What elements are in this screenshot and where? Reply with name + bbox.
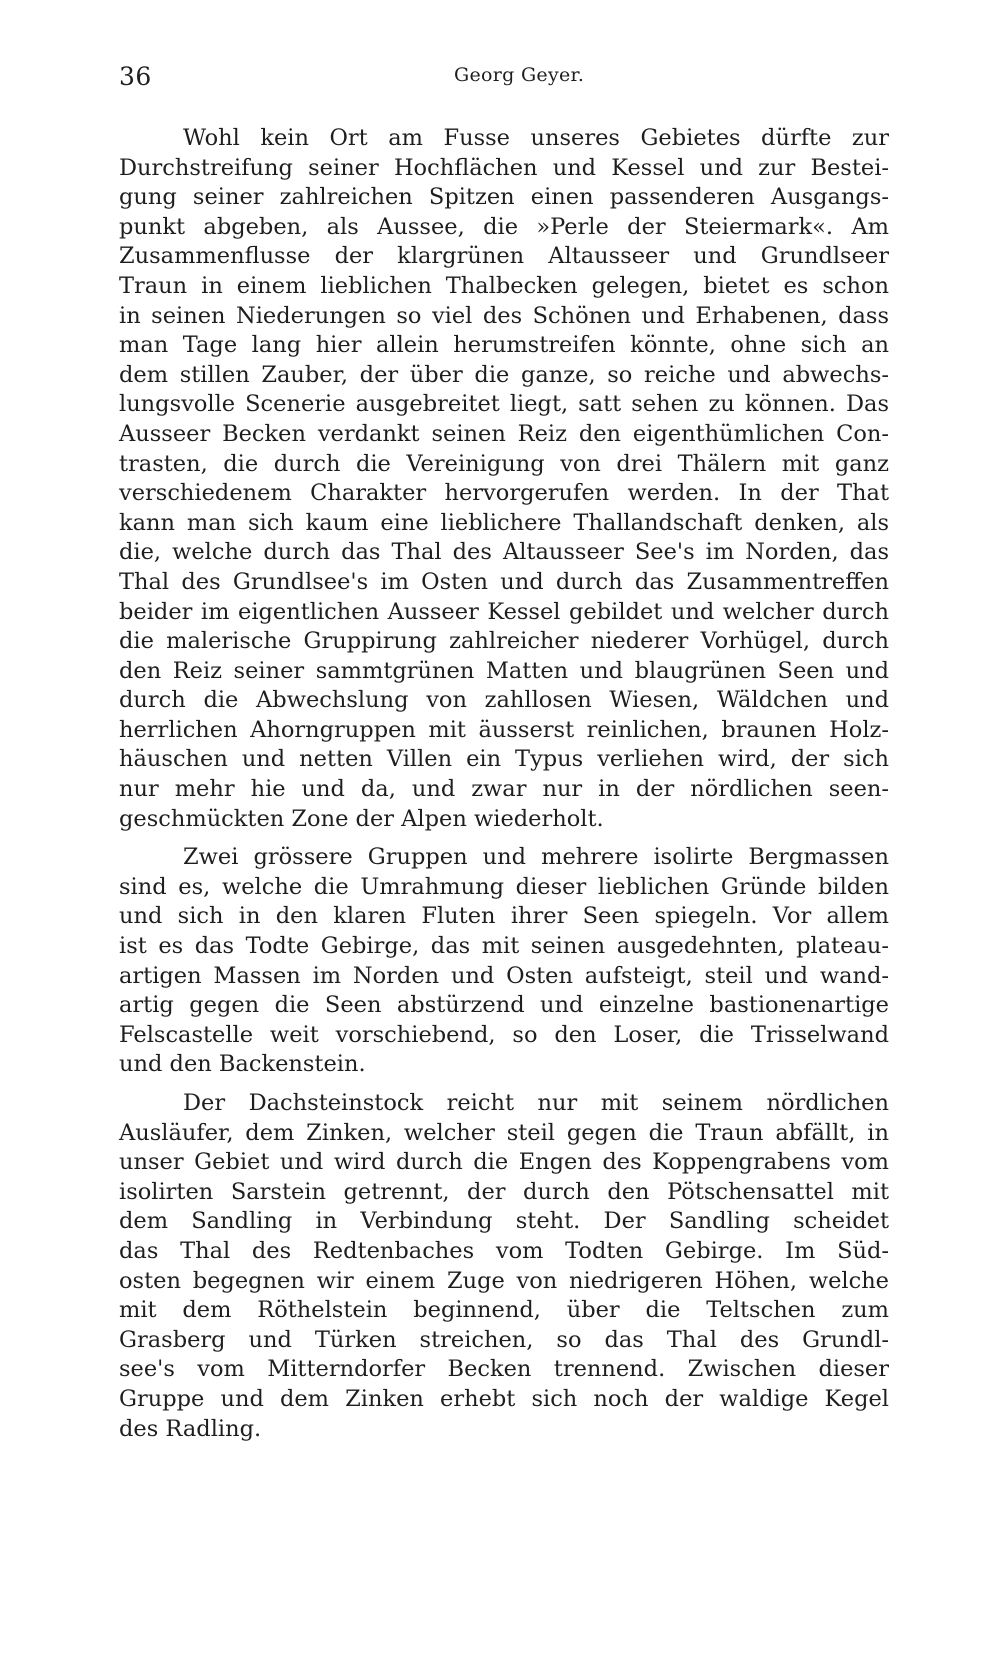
paragraph <box>119 124 889 834</box>
text-line: Thal des Grundlsee's im Osten und durch das Zusammentreffen <box>119 568 889 595</box>
text-line: dem Sandling in Verbindung steht. Der Sandling scheidet <box>119 1208 889 1235</box>
text-line: isolirten Sarstein getrennt, der durch den Pötschensattel mit <box>119 1178 889 1205</box>
text-line: see's vom Mitterndorfer Becken trennend. Zwischen dieser <box>119 1356 889 1383</box>
text-line: Ausseer Becken verdankt seinen Reiz den eigenthümlichen Con- <box>119 420 889 447</box>
text-line: artigen Massen im Norden und Osten aufsteigt, steil und wand- <box>119 962 889 989</box>
text-line: häuschen und netten Villen ein Typus verliehen wird, der sich <box>119 746 889 773</box>
text-line: ist es das Todte Gebirge, das mit seinen ausgedehnten, plateau- <box>119 933 889 960</box>
text-line: geschmückten Zone der Alpen wiederholt. <box>119 805 604 832</box>
text-line: Traun in einem lieblichen Thalbecken gelegen, bietet es schon <box>119 272 889 299</box>
text-line: unser Gebiet und wird durch die Engen des Koppengrabens vom <box>119 1149 889 1176</box>
text-line: Wohl kein Ort am Fusse unseres Gebietes dürfte zur <box>183 125 889 151</box>
text-line: verschiedenem Charakter hervorgerufen werden. In der That <box>119 480 889 507</box>
text-line: die, welche durch das Thal des Altausseer See's im Norden, das <box>119 539 889 566</box>
text-line: und sich in den klaren Fluten ihrer Seen spiegeln. Vor allem <box>119 903 889 930</box>
text-line: Zusammenflusse der klargrünen Altausseer und Grundlseer <box>119 243 889 270</box>
text-line: das Thal des Redtenbaches vom Todten Gebirge. Im Süd- <box>119 1237 889 1264</box>
text-line: lungsvolle Scenerie ausgebreitet liegt, satt sehen zu können. Das <box>119 391 889 418</box>
text-line: man Tage lang hier allein herumstreifen könnte, ohne sich an <box>119 332 889 359</box>
text-line: artig gegen die Seen abstürzend und einzelne bastionenartige <box>119 992 889 1019</box>
text-line: Felscastelle weit vorschiebend, so den Loser, die Trisselwand <box>119 1021 889 1048</box>
text-line: den Reiz seiner sammtgrünen Matten und blaugrünen Seen und <box>119 657 889 684</box>
paragraph <box>119 1089 889 1444</box>
text-line: des Radling. <box>119 1415 262 1442</box>
text-line: und den Backenstein. <box>119 1051 366 1078</box>
paragraph <box>119 843 889 1080</box>
text-line: sind es, welche die Umrahmung dieser lieblichen Gründe bilden <box>119 873 889 900</box>
text-line: Der Dachsteinstock reicht nur mit seinem nördlichen <box>183 1090 889 1116</box>
text-line: Durchstreifung seiner Hochflächen und Kessel und zur Bestei- <box>119 154 889 181</box>
text-line: nur mehr hie und da, und zwar nur in der nördlichen seen- <box>119 776 889 803</box>
page-number: 36 <box>119 62 152 91</box>
text-line: osten begegnen wir einem Zuge von niedrigeren Höhen, welche <box>119 1267 889 1294</box>
text-line: kann man sich kaum eine lieblichere Thallandschaft denken, als <box>119 509 889 536</box>
body-text <box>119 124 889 1444</box>
running-head: Georg Geyer. <box>454 64 585 86</box>
text-line: dem stillen Zauber, der über die ganze, so reiche und abwechs- <box>119 361 889 388</box>
text-line: trasten, die durch die Vereinigung von drei Thälern mit ganz <box>119 450 889 477</box>
text-line: durch die Abwechslung von zahllosen Wiesen, Wäldchen und <box>119 687 889 714</box>
text-line: gung seiner zahlreichen Spitzen einen passenderen Ausgangs- <box>119 184 889 211</box>
text-line: mit dem Röthelstein beginnend, über die Teltschen zum <box>119 1297 889 1324</box>
text-line: punkt abgeben, als Aussee, die »Perle der Steiermark«. Am <box>119 213 889 240</box>
text-line: Gruppe und dem Zinken erhebt sich noch der waldige Kegel <box>119 1385 889 1412</box>
text-line: Ausläufer, dem Zinken, welcher steil gegen die Traun abfällt, in <box>119 1119 889 1146</box>
text-line: in seinen Niederungen so viel des Schönen und Erhabenen, dass <box>119 302 889 329</box>
text-line: herrlichen Ahorngruppen mit äusserst reinlichen, braunen Holz- <box>119 716 889 743</box>
text-line: beider im eigentlichen Ausseer Kessel gebildet und welcher durch <box>119 598 889 625</box>
page-header <box>119 62 889 102</box>
text-line: Grasberg und Türken streichen, so das Thal des Grundl- <box>119 1326 889 1353</box>
text-line: die malerische Gruppirung zahlreicher niederer Vorhügel, durch <box>119 628 889 655</box>
text-line: Zwei grössere Gruppen und mehrere isolirte Bergmassen <box>183 844 889 871</box>
